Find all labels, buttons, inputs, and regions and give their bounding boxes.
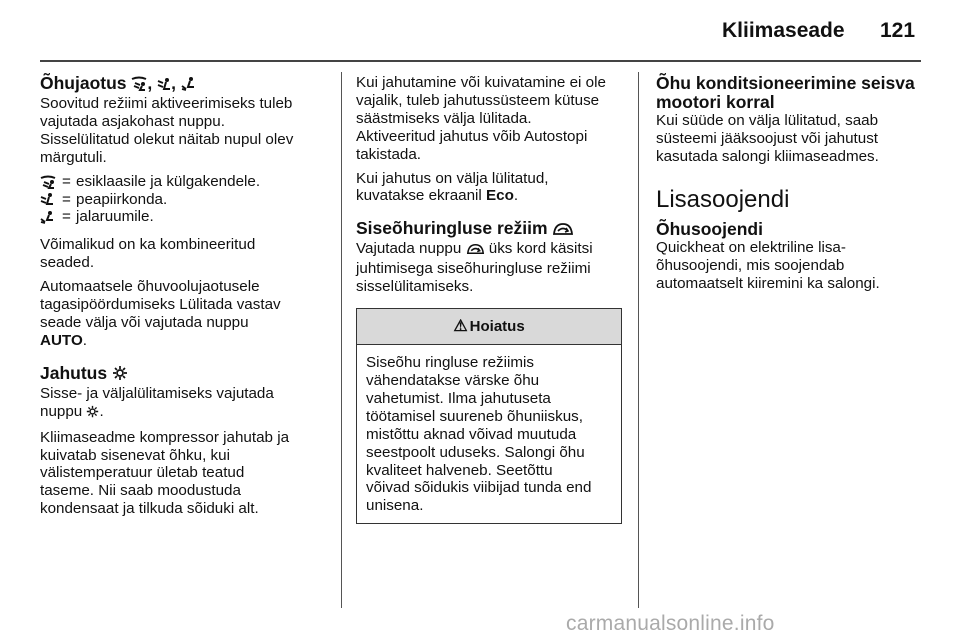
- warning-text: Siseõhu ringluse režiimis vähendatakse värske õhu vahetumist. Ilma jahutuseta töötamisel suureneb õhuniiskus, mistõttu aknad võivad muutuda seestpoolt uduseks. Salongi õhu kvaliteet halveneb. Seetõttu võivad sõidukis viibijad tunda end unisena.: [366, 354, 592, 515]
- auto-key-label: AUTO: [40, 331, 83, 349]
- warning-icon: ⚠: [453, 317, 468, 335]
- air-distribution-list: [40, 173, 330, 227]
- air-distribution-heading: Õhujaotus , ,: [40, 74, 330, 95]
- cooling-heading: Jahutus: [40, 364, 330, 385]
- air-heater-heading: Õhusoojendi: [656, 218, 763, 239]
- column-2: [356, 74, 628, 524]
- column-1: [40, 74, 330, 518]
- column-divider-2: [638, 72, 639, 608]
- page-number: 121: [880, 19, 916, 42]
- air-heater-text: Quickheat on elektriline lisa- õhusoojendi, mis soojendab automaatselt kiiremini ka salongi.: [656, 238, 880, 292]
- recirculation-heading: Siseõhuringluse režiim: [356, 219, 628, 240]
- auxiliary-heater-heading: Lisasoojendi: [656, 185, 790, 213]
- windscreen-vent-icon: [40, 173, 62, 191]
- warning-title: Hoiatus: [469, 317, 525, 335]
- windscreen-vent-icon: [131, 76, 147, 95]
- list-item: = peapiirkonda.: [40, 191, 330, 209]
- snowflake-icon: [86, 405, 99, 423]
- recirculation-icon: [552, 221, 574, 240]
- eco-label: Eco: [486, 187, 514, 205]
- cooling-text-2: Kliimaseadme kompressor jahutab ja kuivatab sisenevat õhku, kui välistemperatuur ületab teatud taseme. Nii saab moodustuda kondensaat ja tilkuda sõiduki alt.: [40, 428, 290, 518]
- watermark: carmanualsonline.info: [566, 612, 775, 635]
- cooling-text-1: Sisse- ja väljalülitamiseks vajutada nuppu .: [40, 385, 330, 423]
- auto-return-text: Automaatsele õhuvoolujaotusele tagasipöördumiseks Lülitada vastav seade välja või vajutada nuppu AUTO.: [40, 278, 281, 349]
- warning-box: [356, 308, 622, 524]
- footwell-vent-icon: [181, 76, 195, 95]
- stationary-ac-text: Kui süüde on välja lülitatud, saab süsteemi jääksoojust või jahutust kasutada salongi kliimaseadmes.: [656, 112, 879, 165]
- stationary-ac-heading: Õhu konditsioneerimine seisva mootori korral: [656, 73, 915, 112]
- snowflake-icon: [112, 365, 128, 385]
- list-item: = esiklaasile ja külgakendele.: [40, 173, 330, 191]
- eco-display-text: Kui jahutus on välja lülitatud, kuvatakse ekraanil Eco.: [356, 169, 549, 205]
- recirculation-icon: [466, 242, 485, 260]
- header-divider: [40, 60, 921, 62]
- footwell-vent-icon: [40, 208, 62, 226]
- list-item: = jalaruumile.: [40, 208, 330, 226]
- header-title: Kliimaseade: [722, 19, 845, 42]
- air-distribution-text: Soovitud režiimi aktiveerimiseks tuleb vajutada asjakohast nuppu. Sisselülitatud olekut näitab nupul olev märgutuli.: [40, 95, 294, 166]
- warning-header: [357, 309, 621, 345]
- column-3: [656, 74, 924, 292]
- cooling-off-text: Kui jahutamine või kuivatamine ei ole vajalik, tuleb jahutussüsteem kütuse säästmiseks välja lülitada. Aktiveeritud jahutus võib Autostopi takistada.: [356, 74, 606, 163]
- column-divider-1: [341, 72, 342, 608]
- combination-text: Võimalikud on ka kombineeritud seaded.: [40, 236, 256, 272]
- upper-body-vent-icon: [157, 76, 171, 95]
- recirculation-text: Vajutada nuppu üks kord käsitsi juhtimisega siseõhuringluse režiimi sisselülitamiseks.: [356, 240, 593, 296]
- upper-body-vent-icon: [40, 191, 62, 209]
